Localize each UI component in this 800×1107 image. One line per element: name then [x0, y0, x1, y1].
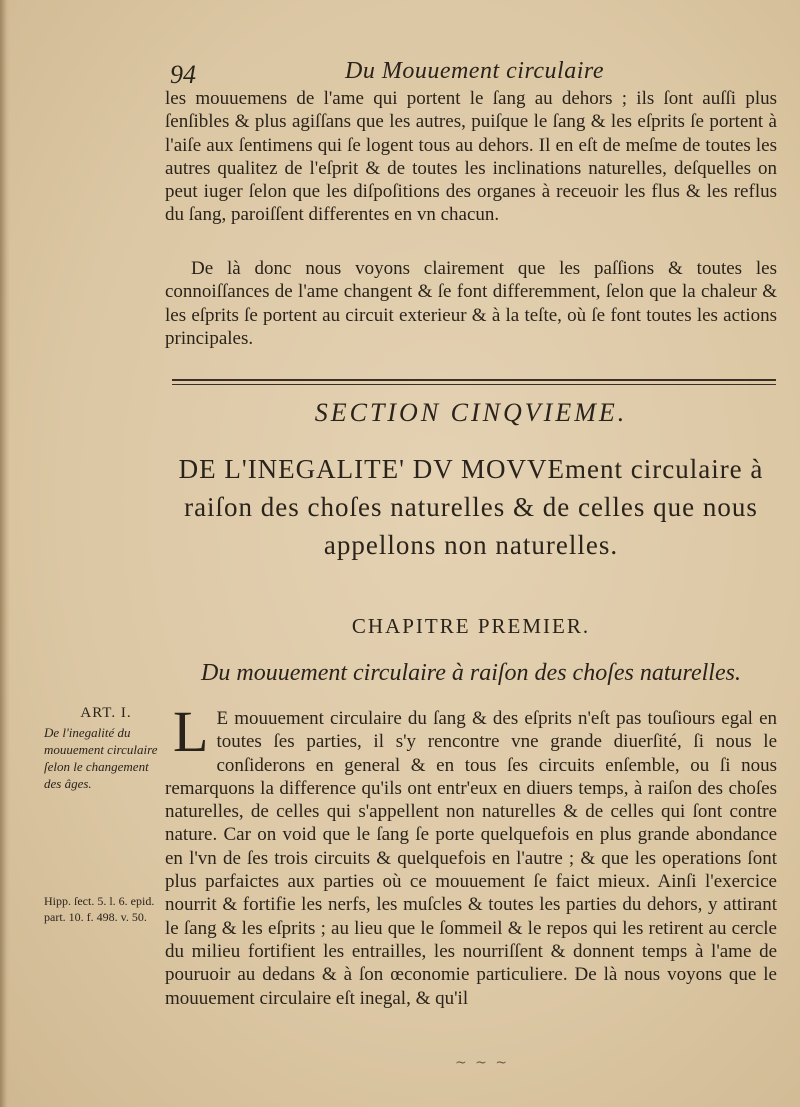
footer-ornament: ~ ~ ~	[455, 1055, 510, 1071]
running-title: Du Mouuement circulaire	[345, 58, 604, 84]
chapter-title: CHAPITRE PREMIER.	[351, 614, 591, 638]
section-title: SECTION CINQVIEME.	[314, 398, 628, 427]
article-label: ART. I.	[80, 705, 132, 721]
page-number: 94	[170, 60, 196, 89]
paragraph: les mouuemens de l'ame qui portent le ſang au dehors ; ils ſont auſſi plus ſenſibles & plus agiſſans que les autres, puiſque le ſang & les eſprits ſe portent à l'aiſe aux ſentimens qui ſe logent tous au dehors. Il en eſt de meſme de toutes les autres qualitez de l'eſprit & de toutes les inclinations naturelles, deſquelles on peut iuger ſelon que les diſpoſitions des organes à receuoir les flus & les reflus du ſang, paroiſſent differentes en vn chacun.	[165, 88, 777, 226]
drop-cap: L	[173, 699, 209, 764]
section-heading: DE L'INEGALITE' DV MOVVEment circulaire à raiſon des choſes naturelles & de celles que nous appellons non naturelles.	[178, 454, 764, 560]
page-header	[170, 52, 770, 92]
paragraph: De là donc nous voyons clairement que les paſſions & toutes les connoiſſances de l'ame changent & ſe font differemment, ſelon que la chaleur & les eſprits ſe portent au circuit exterieur & à la teſte, où ſe font toutes les actions principales.	[165, 258, 777, 349]
margin-reference: Hipp. ſect. 5. l. 6. epid. part. 10. f. 498. v. 50.	[44, 894, 155, 924]
chapter-subtitle: Du mouuement circulaire à raiſon des choſes naturelles.	[201, 660, 741, 686]
margin-note	[44, 705, 168, 792]
page-gutter	[0, 0, 10, 1107]
body-text: E mouuement circulaire du ſang & des eſprits n'eſt pas touſiours egal en toutes ſes parties, il s'y rencontre vne grande diuerſité, ſi nous le conſiderons en general & en tous ſes circuits enſemble, ou ſi nous remarquons la difference qu'ils ont entr'eux en diuers temps, à raiſon des choſes naturelles, de celles qui s'appellent non naturelles & de celles qui ſont contre nature. Car on void que le ſang ſe porte quelquefois en plus grande abondance en l'vn de ſes trois circuits & quelquefois en l'autre ; & que les operations ſont plus parfaictes aux parties où ce mouuement ſe faict mieux. Ainſi l'exercice nourrit & fortifie les nerfs, les muſcles & toutes les parties du dehors, y attirant le ſang & les eſprits ; au lieu que le ſommeil & le repos qui les retirent au cercle du milieu fortifient les entrailles, les nourriſſent & donnent temps à l'ame de pouruoir au dedans & à ſon œconomie particuliere. De là nous voyons que le mouuement circulaire eſt inegal, & qu'il	[165, 708, 777, 1009]
section-divider	[172, 379, 776, 381]
body-paragraph	[165, 699, 777, 1010]
margin-note-text: De l'inegalité du mouuement circulaire ſelon le changement des âges.	[44, 725, 158, 791]
